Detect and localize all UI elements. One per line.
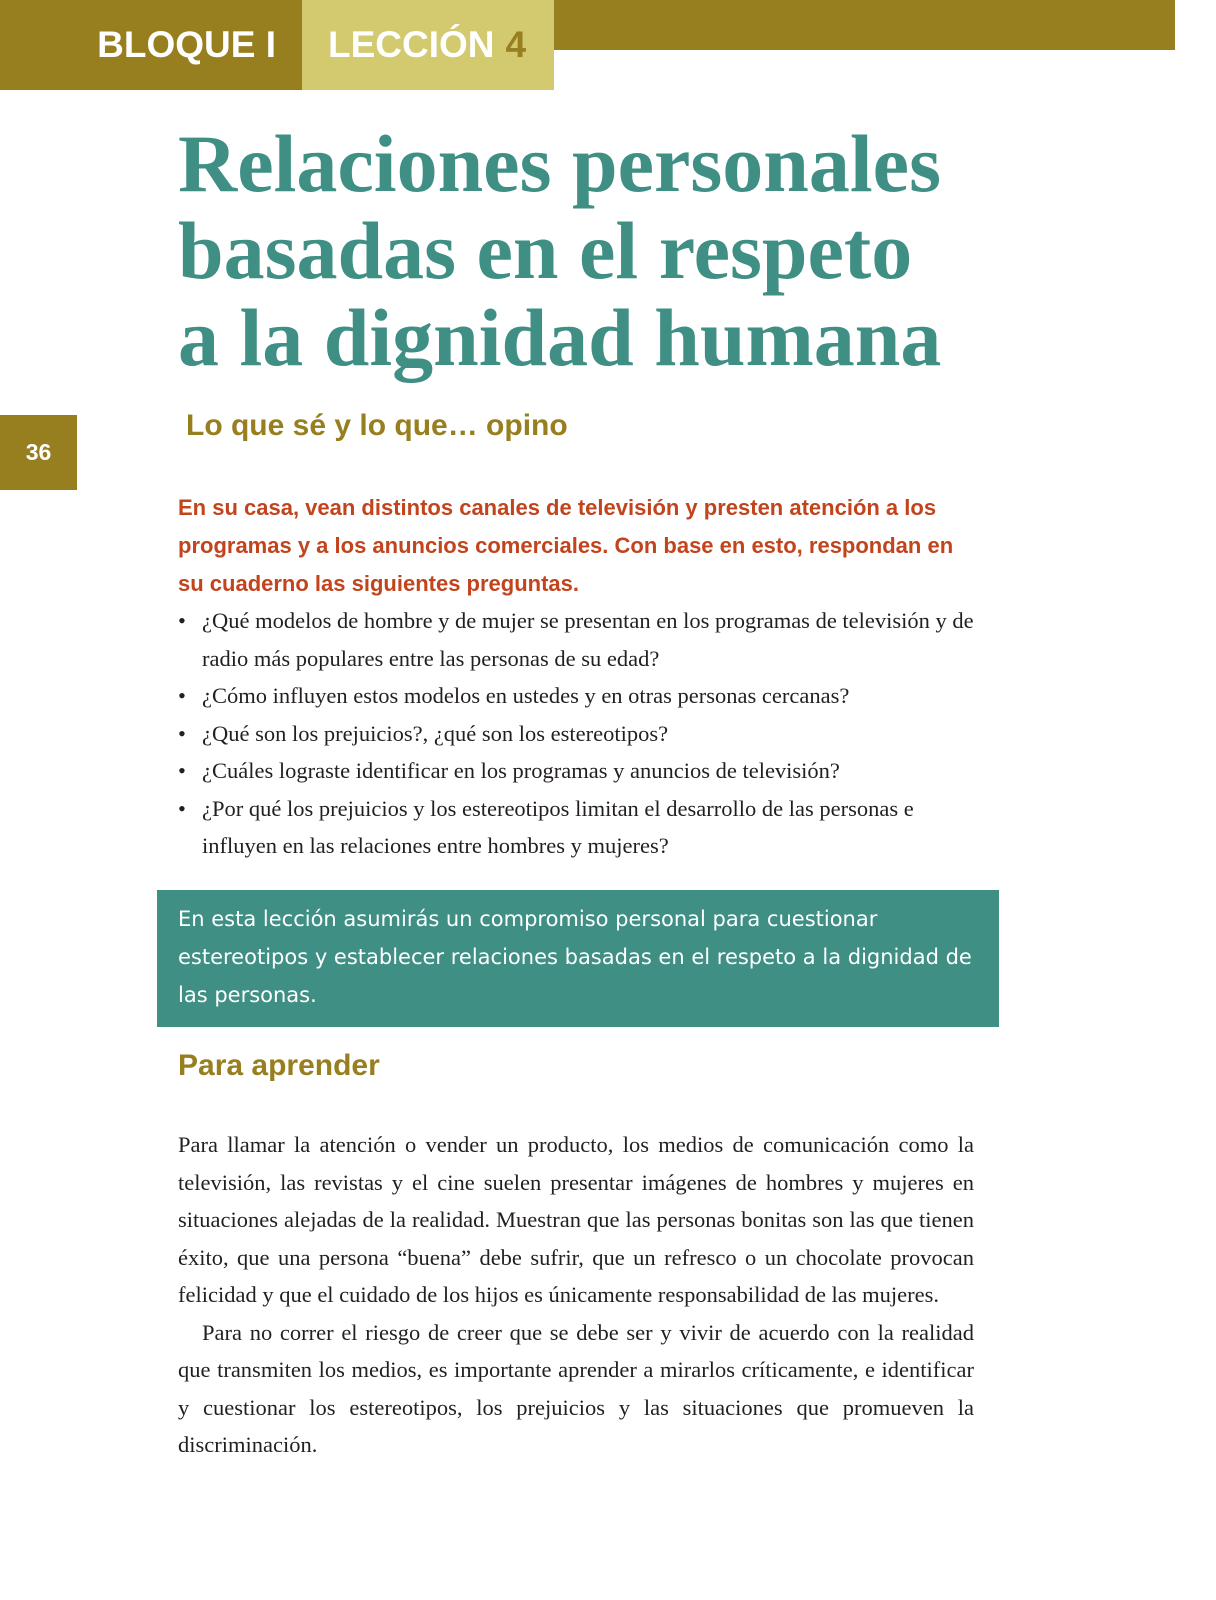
body-paragraph: Para no correr el riesgo de creer que se debe ser y vivir de acuerdo con la realidad que transmiten los medios, es importante aprender a mirarlos críticamente, e identificar y cuestionar los estereotipos, los prejuicios y las situaciones que promueven la discriminación.: [178, 1319, 974, 1457]
section-heading-opino: Lo que sé y lo que… opino: [186, 409, 568, 442]
lesson-objective-text: En esta lección asumirás un compromiso personal para cuestionar estereotipos y establecer relaciones basadas en el respeto a la dignidad de las personas.: [178, 907, 972, 1007]
title-line: basadas en el respeto: [178, 205, 913, 296]
section-heading-aprender: Para aprender: [178, 1049, 380, 1082]
bloque-label: BLOQUE I: [0, 0, 302, 90]
question-item: • ¿Por qué los prejuicios y los estereotipos limitan el desarrollo de las personas e influyen en las relaciones entre hombres y mujeres?: [178, 790, 978, 865]
title-line: Relaciones personales: [178, 118, 941, 209]
question-item: • ¿Cuáles lograste identificar en los programas y anuncios de televisión?: [178, 752, 978, 790]
page-number: 36: [0, 415, 77, 490]
activity-instructions: En su casa, vean distintos canales de televisión y presten atención a los programas y a los anuncios comerciales. Con base en esto, respondan en su cuaderno las siguientes preguntas.: [178, 495, 954, 596]
question-item: • ¿Cómo influyen estos modelos en ustedes y en otras personas cercanas?: [178, 677, 978, 715]
question-item: • ¿Qué son los prejuicios?, ¿qué son los estereotipos?: [178, 715, 978, 753]
question-list: [178, 602, 978, 865]
leccion-number: 4: [505, 24, 527, 65]
question-item: • ¿Qué modelos de hombre y de mujer se presentan en los programas de televisión y de radio más populares entre las personas de su edad?: [178, 602, 978, 677]
body-text: [178, 1126, 974, 1464]
leccion-tab: [302, 0, 554, 90]
title-line: a la dignidad humana: [178, 292, 942, 383]
lesson-objective-box: [157, 890, 999, 1027]
lesson-title: [178, 120, 1078, 381]
body-paragraph: Para llamar la atención o vender un producto, los medios de comunicación como la televisión, las revistas y el cine suelen presentar imágenes de hombres y mujeres en situaciones alejadas de la realidad. Muestran que las personas bonitas son las que tienen éxito, que una persona “buena” debe sufrir, que un refresco o un chocolate provocan felicidad y que el cuidado de los hijos es únicamente responsabilidad de las mujeres.: [178, 1132, 974, 1307]
leccion-label: LECCIÓN: [328, 24, 495, 65]
